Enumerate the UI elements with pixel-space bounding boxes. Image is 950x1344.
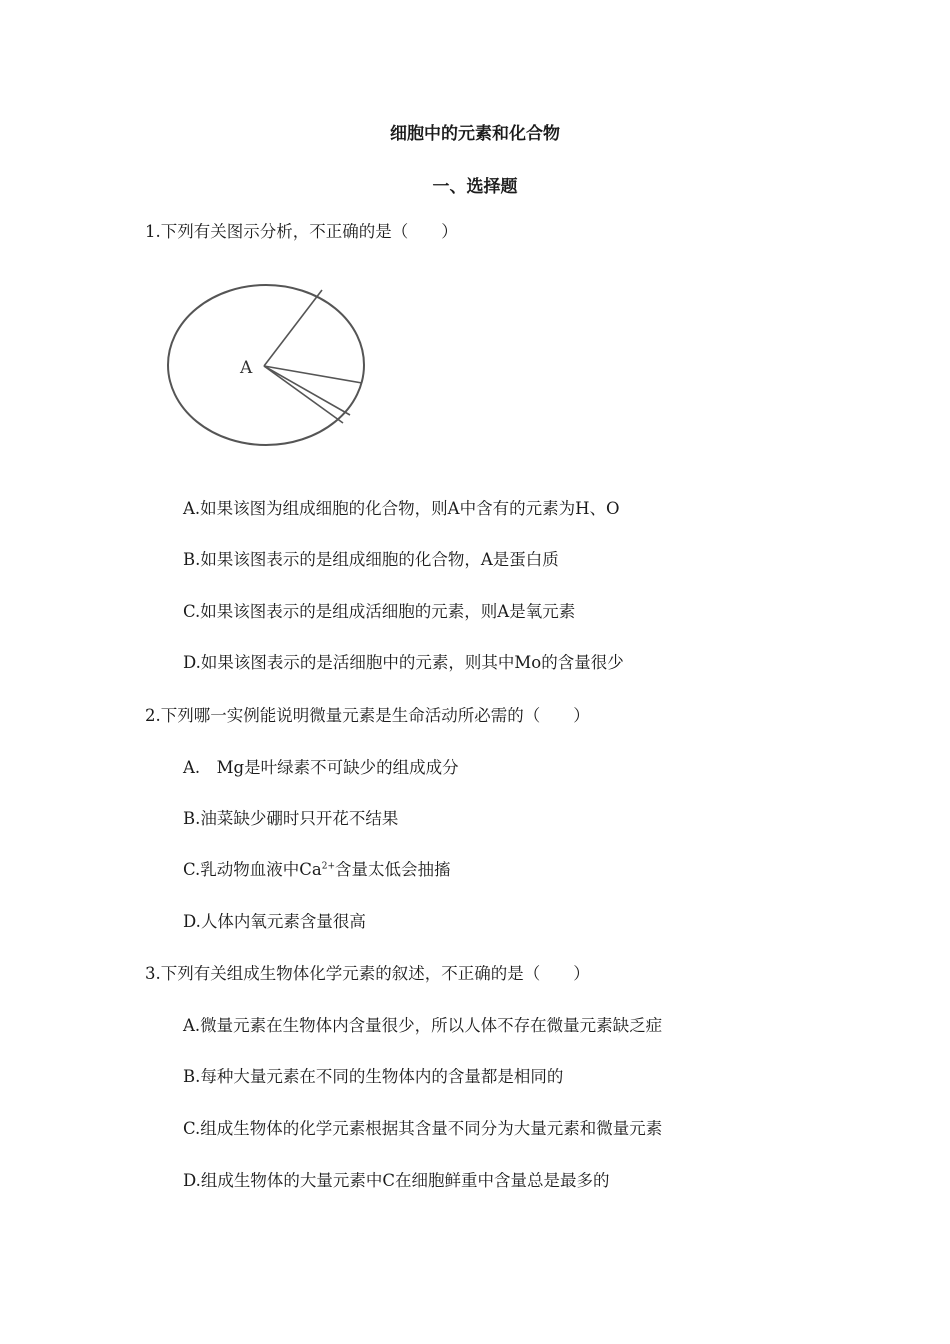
calcium-charge-superscript: 2+: [321, 861, 336, 872]
pie-divider-1: [264, 290, 322, 366]
question-3-option-c: C.组成生物体的化学元素根据其含量不同分为大量元素和微量元素: [183, 1119, 663, 1138]
question-1-option-d: D.如果该图表示的是活细胞中的元素，则其中Mo的含量很少: [183, 653, 624, 672]
section-title: 一、选择题: [432, 177, 518, 197]
question-1-option-a: A.如果该图为组成细胞的化合物，则A中含有的元素为H、O: [183, 499, 620, 518]
question-2-option-a: A. Mg是叶绿素不可缺少的组成成分: [183, 758, 459, 777]
question-2-option-b: B.油菜缺少硼时只开花不结果: [183, 809, 399, 828]
pie-outline: [168, 285, 364, 445]
question-2-option-c-text: C.乳动物血液中Ca: [183, 860, 322, 879]
question-3-stem: 3.下列有关组成生物体化学元素的叙述，不正确的是（ ）: [145, 964, 590, 983]
pie-label-a: A: [240, 358, 253, 378]
question-2-stem: 2.下列哪一实例能说明微量元素是生命活动所必需的（ ）: [145, 706, 590, 725]
pie-chart-figure: [160, 280, 372, 450]
question-2-option-c: [183, 859, 451, 881]
question-2-option-d: D.人体内氧元素含量很高: [183, 912, 366, 931]
question-3-option-b: B.每种大量元素在不同的生物体内的含量都是相同的: [183, 1067, 564, 1086]
question-1-option-c: C.如果该图表示的是组成活细胞的元素，则A是氧元素: [183, 602, 576, 621]
pie-divider-4: [264, 366, 343, 423]
document-title: 细胞中的元素和化合物: [390, 124, 560, 144]
question-2-option-c-text-end: 含量太低会抽搐: [335, 860, 451, 879]
question-3-option-a: A.微量元素在生物体内含量很少，所以人体不存在微量元素缺乏症: [183, 1016, 663, 1035]
question-3-option-d: D.组成生物体的大量元素中C在细胞鲜重中含量总是最多的: [183, 1171, 610, 1190]
question-1-option-b: B.如果该图表示的是组成细胞的化合物，A是蛋白质: [183, 550, 559, 569]
question-1-stem: 1.下列有关图示分析，不正确的是（ ）: [145, 222, 458, 241]
